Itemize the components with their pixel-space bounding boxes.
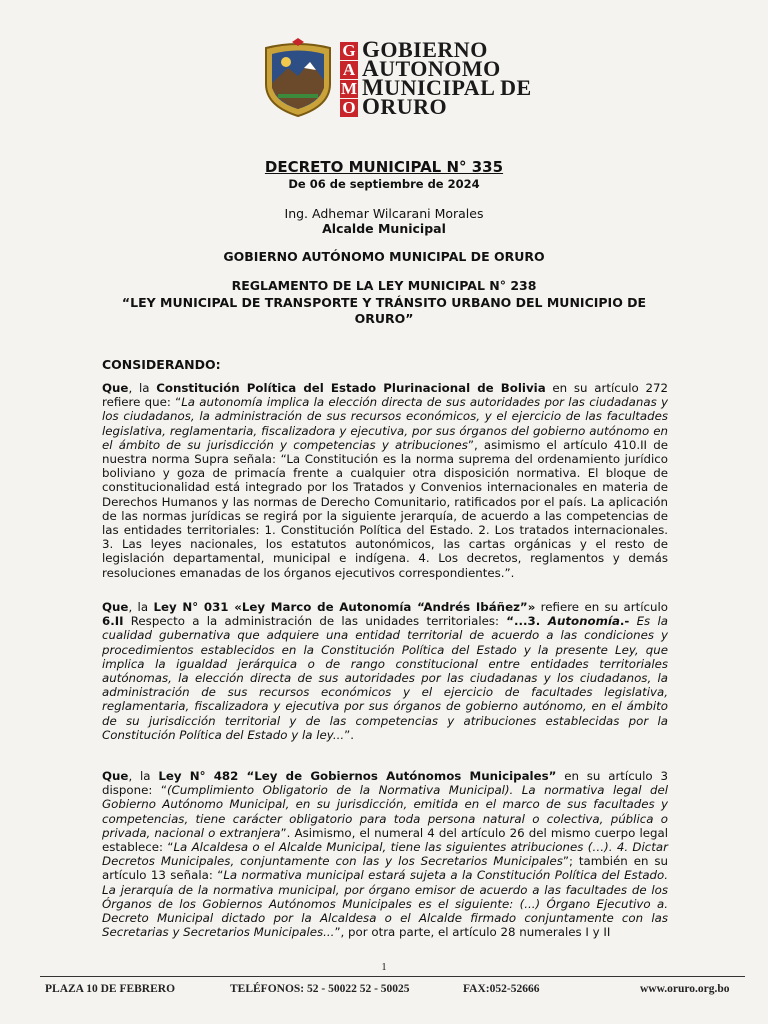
regulation-title-line-2: “LEY MUNICIPAL DE TRANSPORTE Y TRÁNSITO URBANO DEL MUNICIPIO DE [121,295,647,310]
signatory-name: Ing. Adhemar Wilcarani Morales [284,206,484,221]
text: , la [128,381,157,395]
quote: La normativa municipal estará sujeta a la Constitución Política del Estado. La jerarquía de la normativa municipal, por órgano emisor de acuerdo a las facultades de los Órganos de los Gobiernos Autónomos Municipales es el siguiente: (...) Órgano Ejecutivo a. Decreto Municipal dictado por la Alcaldesa o el Alcalde firmado conjuntamente con las Secretarias y Secretarios Municipales... [102,868,668,940]
gamo-badge [340,42,358,118]
law-reference: Constitución Política del Estado Plurinacional de Bolivia [156,381,546,395]
quote: La Alcaldesa o el Alcalde Municipal, tiene las siguientes atribuciones (…). 4. Dictar Decretos Municipales, conjuntamente con las y los Secretarios Municipales [102,840,668,869]
footer-address: PLAZA 10 DE FEBRERO [45,983,176,995]
footer-phones: TELÉFONOS: 52 - 50022 52 - 50025 [230,983,410,995]
regulation-title-line-3: ORURO” [354,311,414,326]
text: ”, asimismo el artículo 410.II de nuestra norma Supra señala: “La Constitución es la norma suprema del ordenamiento jurídico boliviano y goza de primacía frente a cualquier otra disposición normativa. El bloque de constitucionalidad está integrado por los Tratados y Convenios internacionales en materia de Derechos Humanos y las normas de Derecho Comunitario, ratificados por el país. La aplicación de las normas jurídicas se regirá por la siguiente jerarquía, de acuerdo a las competencias de las entidades territoriales: 1. Constitución Política del Estado. 2. Los tratados internacionales. 3. Las leyes nacionales, los estatutos autonómicos, las cartas orgánicas y el resto de legislación departamental, municipal e indígena. 4. Los decretos, reglamentos y demás resoluciones emanadas de los órganos ejecutivos correspondientes.”. [102,437,668,580]
text: ”, por otra parte, el artículo 28 numerales I y II [334,925,611,940]
paragraph-ley-031 [102,600,668,742]
regulation-title-line-1: REGLAMENTO DE LA LEY MUNICIPAL N° 238 [231,278,537,293]
text: ”; también en su artículo 13 señala: “ [102,854,668,883]
quote: Es la cualidad gubernativa que adquiere una entidad territorial de acuerdo a las condiciones y procedimientos establecidos en la Constitución Política del Estado y la presente Ley, que implica la igualdad jerárquica o de rango constitucional entre entidades territoriales autónomas, la elección directa de sus autoridades por las ciudadanas y los ciudadanos, la administración de sus recursos económicos y el ejercicio de facultades legislativa, reglamentaria, fiscalizadora y ejecutiva por sus órganos de gobierno autónomo, en el ámbito de su jurisdicción territorial y de las competencias y atribuciones establecidas por la Constitución Política del Estado y la ley... [102,614,669,742]
paragraph-lead: Que [102,769,129,783]
footer-fax: FAX:052-52666 [463,983,540,995]
gamo-letter-a: A [340,61,358,79]
org-line-2: AUTONOMO [362,56,501,81]
text: ”. [344,727,354,742]
text: , la [128,600,154,614]
footer-website: www.oruro.org.bo [640,983,730,995]
paragraph-constitution [102,381,668,580]
text: en su artículo 3 dispone: “ [102,769,668,798]
government-name: GOBIERNO AUTÓNOMO MUNICIPAL DE ORURO [223,249,545,264]
gamo-letter-g: G [340,42,358,60]
term-sep: .- [619,614,630,629]
footer-divider [40,976,745,977]
quote: (Cumplimiento Obligatorio de la Normativa Municipal). La normativa legal del Gobierno Autónomo Municipal, en su jurisdicción, emitida en el marco de sus facultades y competencias, tiene carácter obligatorio para toda persona natural o colectiva, pública o privada, nacional o extranjera [102,783,668,840]
gamo-letter-o: O [340,99,358,117]
signatory-role: Alcalde Municipal [322,221,446,236]
paragraph-lead: Que [102,381,129,395]
considering-heading: CONSIDERANDO: [102,357,221,372]
quote: La autonomía implica la elección directa de sus autoridades por las ciudadanas y los ciudadanos, la administración de sus recursos económicos, y el ejercicio de las facultades legislativa, reglamentaria, fiscalizadora y ejecutiva, por sus órganos del gobierno autónomo en el ámbito de su jurisdicción y competencias y atribuciones [102,395,668,452]
municipal-seal-icon [258,38,338,118]
paragraph-lead: Que [102,600,129,614]
text: ”. Asimismo, el numeral 4 del artículo 26 del mismo cuerpo legal establece: “ [102,825,668,855]
text: refiere en su artículo [535,600,668,614]
quote-start: “...3. [506,614,548,629]
org-line-3: MUNICIPAL DE [362,75,532,100]
org-line-4: ORURO [362,94,448,119]
law-reference: Ley N° 482 “Ley de Gobiernos Autónomos Municipales” [158,769,557,783]
letterhead [258,38,558,118]
decree-date: De 06 de septiembre de 2024 [288,177,480,191]
decree-title: DECRETO MUNICIPAL N° 335 [264,158,504,176]
gamo-letter-m: M [340,79,358,98]
text: , la [128,769,159,783]
page-number: 1 [381,962,387,973]
term: Autonomía [547,614,620,629]
text: en su artículo 272 refiere que: “ [102,381,668,410]
paragraph-ley-482 [102,769,668,939]
organization-name [362,37,532,119]
org-line-1: GOBIERNO [362,37,488,62]
text: Respecto a la administración de las unidades territoriales: [123,614,507,629]
article-reference: 6.II [102,614,124,629]
law-reference: Ley N° 031 «Ley Marco de Autonomía “Andrés Ibáñez”» [153,600,536,614]
